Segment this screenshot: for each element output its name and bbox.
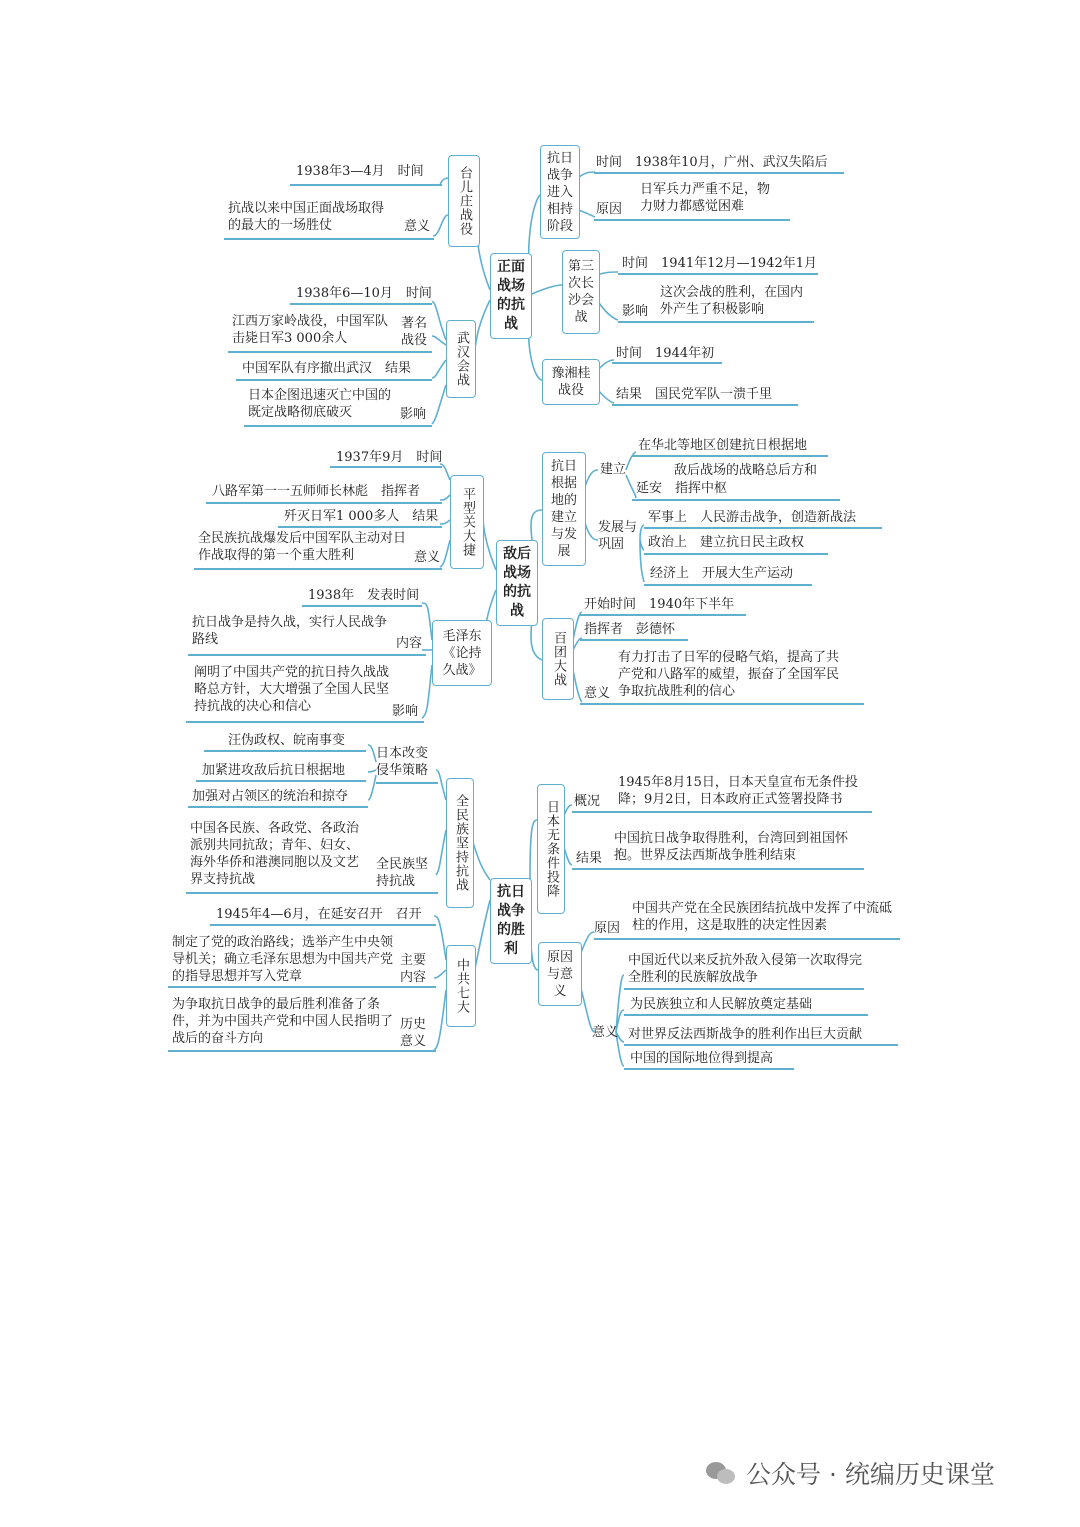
root-dihou <box>496 540 538 626</box>
leaf-line <box>194 568 442 570</box>
node-quanminzu-label: 全民族坚持抗战 <box>453 794 468 892</box>
qida-content: 制定了党的政治路线；选举产生中央领导机关；确立毛泽东思想为中国共产党的指导思想并写入党章 <box>172 935 394 984</box>
pingxingguan-time: 1937年9月 时间 <box>336 450 443 465</box>
wuhan-famous-label: 著名战役 <box>400 316 427 348</box>
leaf-line <box>632 499 840 501</box>
lunchijiuzhan-impact-label: 影响 <box>392 704 419 719</box>
xiangchi-reason: 日军兵力严重不足，物力财力都感觉困难 <box>640 182 771 214</box>
pingxingguan-significance-label: 意义 <box>414 550 441 565</box>
changsha-impact-label: 影响 <box>622 304 649 319</box>
genjudi-military: 军事上 人民游击战争，创造新战法 <box>648 510 857 525</box>
leaf-line <box>168 1050 436 1052</box>
leaf-line <box>204 750 366 752</box>
touxiang-result: 中国抗日战争取得胜利，台湾回到祖国怀抱。世界反法西斯战争胜利结束 <box>614 831 849 863</box>
yuanyin-reason: 中国共产党在全民族团结抗战中发挥了中流砥柱的作用，这是取胜的决定性因素 <box>632 901 893 933</box>
taierzhuang-significance-label: 意义 <box>404 219 431 234</box>
node-genjudi-label: 抗日根据地的建立与发展 <box>550 459 577 559</box>
node-lunchijiuzhan-label: 毛泽东《论持久战》 <box>442 628 482 678</box>
leaf-line <box>244 425 432 427</box>
leaf-line <box>580 703 864 705</box>
changsha-time: 时间 1941年12月—1942年1月 <box>622 256 818 271</box>
node-touxiang-label: 日本无条件投降 <box>544 800 559 898</box>
changsha-impact: 这次会战的胜利，在国内外产生了积极影响 <box>660 285 804 317</box>
qida-significance-label: 历史意义 <box>400 1017 427 1049</box>
lunchijiuzhan-content: 抗日战争是持久战，实行人民战争路线 <box>192 615 388 647</box>
leaf-line <box>168 986 436 988</box>
taierzhuang-significance: 抗战以来中国正面战场取得的最大的一场胜仗 <box>228 201 385 233</box>
leaf-line <box>236 379 432 381</box>
genjudi-build-label: 建立 <box>600 462 627 477</box>
quanminzu-jc3: 加强对占领区的统治和掠夺 <box>192 789 349 804</box>
node-yuxianggui <box>542 359 600 405</box>
genjudi-economic: 经济上 开展大生产运动 <box>650 566 794 581</box>
node-taierzhuang <box>448 155 480 247</box>
yuxianggui-result: 结果 国民党军队一溃千里 <box>616 387 773 402</box>
yuanyin-m2: 为民族独立和人民解放奠定基础 <box>630 997 813 1012</box>
leaf-line <box>612 404 798 406</box>
leaf-line <box>572 868 864 870</box>
leaf-line <box>290 184 442 186</box>
leaf-line <box>580 614 746 616</box>
leaf-line <box>376 782 438 784</box>
wechat-icon <box>706 1460 736 1486</box>
baituan-start: 开始时间 1940年下半年 <box>584 597 735 612</box>
leaf-line <box>594 219 790 221</box>
quanminzu-jc1: 汪伪政权、皖南事变 <box>228 733 346 748</box>
leaf-line <box>302 605 422 607</box>
node-genjudi <box>542 452 586 566</box>
node-wuhan <box>446 320 476 398</box>
leaf-line <box>644 553 828 555</box>
yuanyin-m3: 对世界反法西斯战争的胜利作出巨大贡献 <box>628 1027 863 1042</box>
leaf-line <box>278 526 442 528</box>
genjudi-build2a: 敌后战场的战略总后方和 <box>674 463 818 478</box>
leaf-line <box>594 938 900 940</box>
leaf-line <box>186 892 438 894</box>
node-pingxingguan-label: 平型关大捷 <box>460 487 475 557</box>
pingxingguan-significance: 全民族抗战爆发后中国军队主动对日作战取得的第一个重大胜利 <box>198 531 407 563</box>
leaf-line <box>186 721 424 723</box>
yuanyin-reason-label: 原因 <box>594 921 621 936</box>
node-qida-label: 中共七大 <box>454 958 469 1014</box>
node-yuanyin-label: 原因与意义 <box>546 949 573 999</box>
node-xiangchi <box>540 145 580 239</box>
xiangchi-reason-label: 原因 <box>596 202 623 217</box>
leaf-line <box>290 303 432 305</box>
node-quanminzu <box>446 778 474 908</box>
leaf-line <box>330 466 442 468</box>
leaf-line <box>572 811 872 813</box>
root-shengli-label: 抗日战争的胜利 <box>497 884 525 957</box>
node-changsha-label: 第三次长沙会战 <box>567 259 594 325</box>
yuanyin-m1: 中国近代以来反抗外敌入侵第一次取得完全胜利的民族解放战争 <box>628 953 863 985</box>
genjudi-consolidate-label: 发展与巩固 <box>598 520 638 552</box>
root-shengli <box>490 878 532 964</box>
lunchijiuzhan-content-label: 内容 <box>396 636 423 651</box>
leaf-line <box>618 273 818 275</box>
genjudi-build1: 在华北等地区创建抗日根据地 <box>638 438 808 453</box>
quanminzu-japan-change: 日本改变侵华策略 <box>376 746 429 778</box>
pingxingguan-result: 歼灭日军1 000多人 结果 <box>284 509 439 524</box>
yuanyin-meaning-label: 意义 <box>592 1025 619 1040</box>
node-changsha <box>562 250 600 334</box>
root-dihou-label: 敌后战场的抗战 <box>503 546 531 619</box>
qida-convene: 1945年4—6月，在延安召开 召开 <box>216 907 422 922</box>
node-touxiang <box>537 784 565 914</box>
leaf-line <box>224 238 434 240</box>
node-taierzhuang-label: 台儿庄战役 <box>457 166 472 236</box>
touxiang-result-label: 结果 <box>576 851 603 866</box>
wuhan-time: 1938年6—10月 时间 <box>296 286 432 301</box>
yuanyin-m4: 中国的国际地位得到提高 <box>630 1051 774 1066</box>
node-baituan-label: 百团大战 <box>551 631 566 687</box>
baituan-commander: 指挥者 彭德怀 <box>584 622 676 637</box>
genjudi-political: 政治上 建立抗日民主政权 <box>648 535 805 550</box>
node-pingxingguan <box>450 475 484 569</box>
leaf-line <box>632 455 828 457</box>
node-yuanyin <box>538 942 582 1006</box>
watermark <box>706 1455 995 1491</box>
lunchijiuzhan-time: 1938年 发表时间 <box>308 588 420 603</box>
qida-significance: 为争取抗日战争的最后胜利准备了条件，并为中国共产党和中国人民指明了战后的奋斗方向 <box>172 997 394 1046</box>
node-xiangchi-label: 抗日战争进入相持阶段 <box>546 150 573 234</box>
leaf-line <box>188 654 426 656</box>
leaf-line <box>612 362 722 364</box>
qida-content-label: 主要内容 <box>400 953 427 985</box>
root-zhengmian <box>490 253 532 339</box>
leaf-line <box>644 527 882 529</box>
leaf-line <box>210 924 436 926</box>
node-yuxianggui-label: 豫湘桂战役 <box>551 366 591 398</box>
xiangchi-time: 时间 1938年10月，广州、武汉失陷后 <box>596 155 828 170</box>
wuhan-famous: 江西万家岭战役，中国军队击毙日军3 000余人 <box>232 314 389 346</box>
leaf-line <box>618 321 814 323</box>
node-baituan <box>542 618 574 700</box>
yuxianggui-time: 时间 1944年初 <box>616 346 715 361</box>
leaf-line <box>196 780 366 782</box>
leaf-line <box>624 988 864 990</box>
node-qida <box>446 945 476 1027</box>
baituan-significance-label: 意义 <box>584 686 611 701</box>
quanminzu-persist-label: 全民族坚持抗战 <box>376 857 429 889</box>
quanminzu-jc2: 加紧进攻敌后抗日根据地 <box>202 763 346 778</box>
wuhan-result: 中国军队有序撤出武汉 结果 <box>242 361 412 376</box>
leaf-line <box>624 1068 794 1070</box>
leaf-line <box>580 639 688 641</box>
node-wuhan-label: 武汉会战 <box>454 331 469 387</box>
leaf-line <box>624 1014 868 1016</box>
wuhan-impact-label: 影响 <box>400 407 427 422</box>
pingxingguan-commander: 八路军第一一五师师长林彪 指挥者 <box>212 484 421 499</box>
leaf-line <box>594 172 844 174</box>
watermark-text: 公众号 · 统编历史课堂 <box>746 1460 995 1489</box>
touxiang-overview: 1945年8月15日，日本天皇宣布无条件投降；9月2日，日本政府正式签署投降书 <box>618 775 858 807</box>
touxiang-overview-label: 概况 <box>574 794 601 809</box>
root-zhengmian-label: 正面战场的抗战 <box>497 259 525 332</box>
genjudi-build2b: 延安 指挥中枢 <box>636 481 728 496</box>
baituan-significance: 有力打击了日军的侵略气焰，提高了共产党和八路军的威望，振奋了全国军民争取抗战胜利的信心 <box>618 650 840 699</box>
leaf-line <box>624 1044 898 1046</box>
leaf-line <box>644 584 812 586</box>
wuhan-impact: 日本企图迅速灭亡中国的既定战略彻底破灭 <box>248 388 392 420</box>
leaf-line <box>206 502 442 504</box>
leaf-line <box>228 351 432 353</box>
quanminzu-persist: 中国各民族、各政党、各政治派别共同抗敌；青年、妇女、海外华侨和港澳同胞以及文艺界支持抗战 <box>190 821 360 887</box>
taierzhuang-time: 1938年3—4月 时间 <box>296 164 424 179</box>
node-lunchijiuzhan <box>432 620 492 686</box>
leaf-line <box>188 806 368 808</box>
lunchijiuzhan-impact: 阐明了中国共产党的抗日持久战战略总方针，大大增强了全国人民坚持抗战的决心和信心 <box>194 665 390 714</box>
